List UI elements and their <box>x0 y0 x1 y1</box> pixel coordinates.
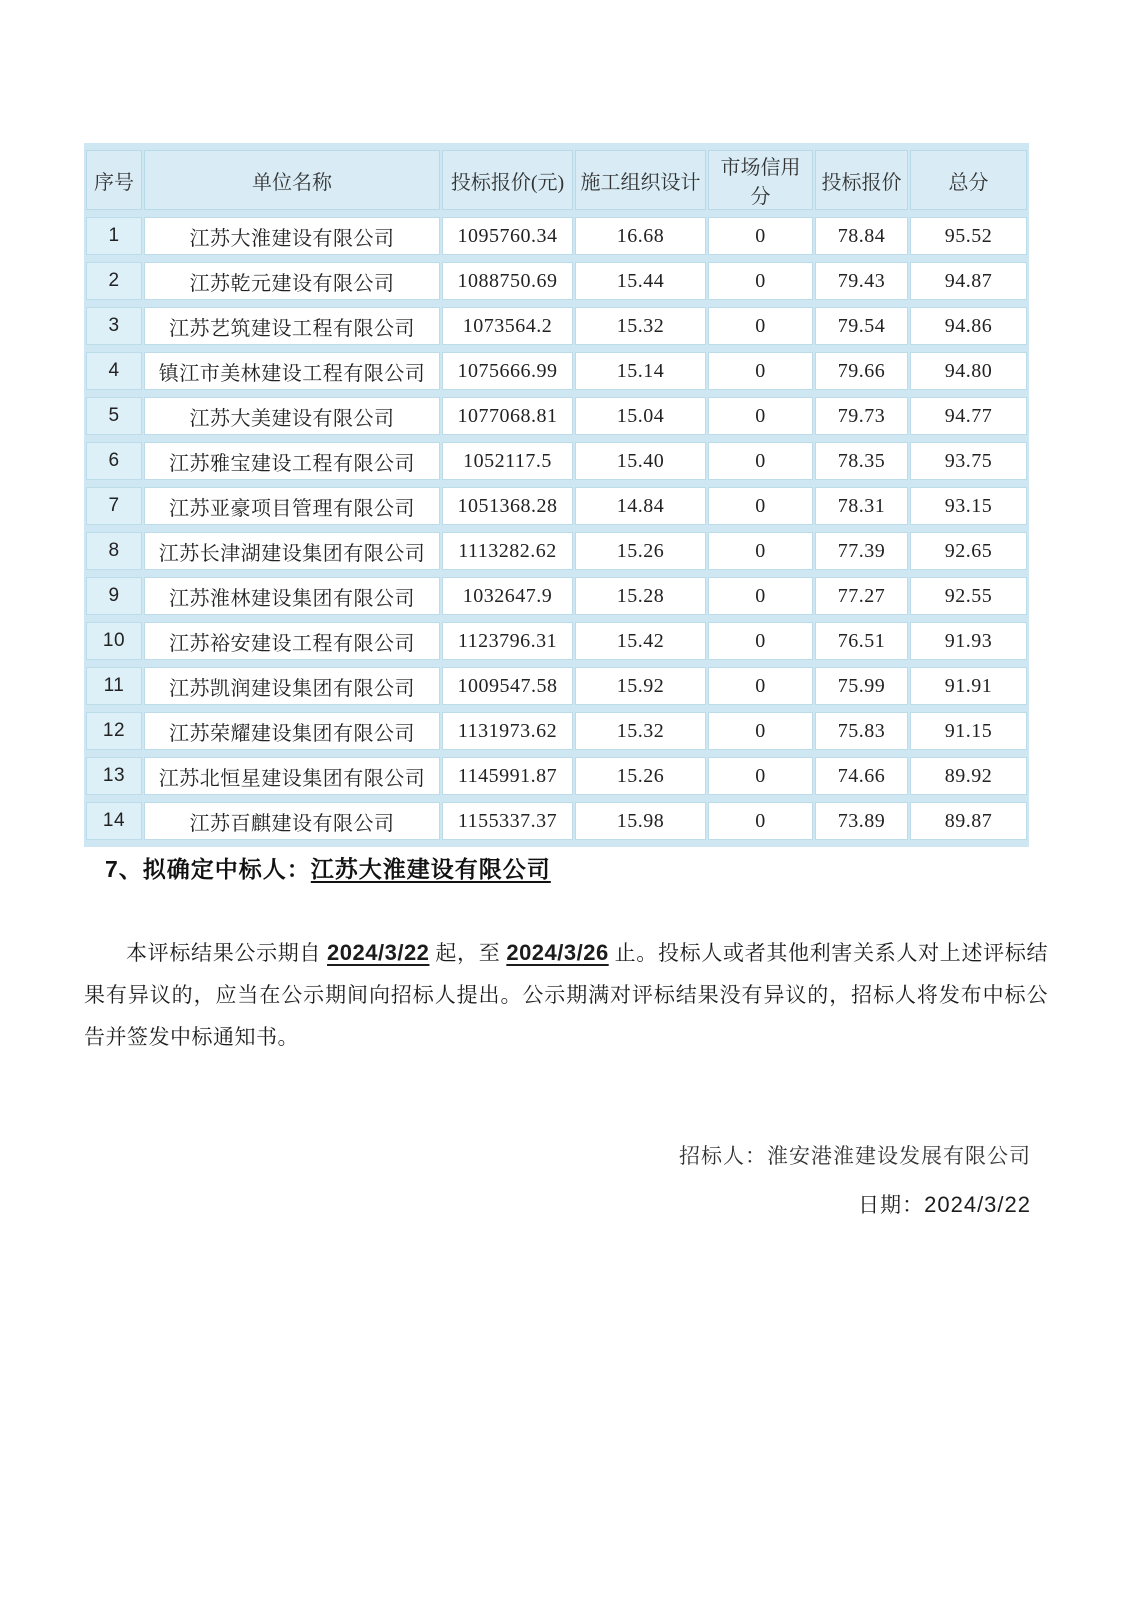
column-header-bid-price-score: 投标报价 <box>815 150 908 210</box>
cell-total-score: 92.55 <box>910 577 1027 615</box>
cell-bid-price-score: 77.27 <box>815 577 908 615</box>
table-row <box>86 217 1027 255</box>
cell-construction-design-score: 15.44 <box>575 262 706 300</box>
cell-market-credit-score: 0 <box>708 352 813 390</box>
cell-company: 江苏北恒星建设集团有限公司 <box>144 757 440 795</box>
cell-bid-price-score: 79.66 <box>815 352 908 390</box>
cell-bid-price-score: 77.39 <box>815 532 908 570</box>
cell-market-credit-score: 0 <box>708 397 813 435</box>
date-label: 日期： <box>858 1193 925 1217</box>
cell-bid-price-score: 75.99 <box>815 667 908 705</box>
cell-company: 江苏艺筑建设工程有限公司 <box>144 307 440 345</box>
table-header-row <box>86 150 1027 210</box>
table-row <box>86 667 1027 705</box>
cell-company: 江苏大美建设有限公司 <box>144 397 440 435</box>
cell-total-score: 94.77 <box>910 397 1027 435</box>
cell-total-score: 89.92 <box>910 757 1027 795</box>
table-row <box>86 487 1027 525</box>
cell-construction-design-score: 15.92 <box>575 667 706 705</box>
cell-construction-design-score: 15.32 <box>575 712 706 750</box>
cell-construction-design-score: 15.40 <box>575 442 706 480</box>
table-row <box>86 577 1027 615</box>
cell-market-credit-score: 0 <box>708 442 813 480</box>
cell-bid-price: 1123796.31 <box>442 622 573 660</box>
cell-bid-price: 1145991.87 <box>442 757 573 795</box>
tenderer-name: 淮安港淮建设发展有限公司 <box>767 1144 1031 1168</box>
cell-total-score: 94.80 <box>910 352 1027 390</box>
results-table-body <box>86 217 1027 840</box>
cell-bid-price: 1088750.69 <box>442 262 573 300</box>
cell-bid-price: 1073564.2 <box>442 307 573 345</box>
cell-total-score: 94.86 <box>910 307 1027 345</box>
cell-company: 镇江市美林建设工程有限公司 <box>144 352 440 390</box>
cell-company: 江苏百麒建设有限公司 <box>144 802 440 840</box>
notice-text: 本评标结果公示期自 <box>126 941 328 965</box>
cell-index: 3 <box>86 307 142 345</box>
cell-construction-design-score: 15.26 <box>575 757 706 795</box>
table-row <box>86 622 1027 660</box>
cell-index: 6 <box>86 442 142 480</box>
cell-bid-price: 1077068.81 <box>442 397 573 435</box>
cell-market-credit-score: 0 <box>708 307 813 345</box>
cell-company: 江苏凯润建设集团有限公司 <box>144 667 440 705</box>
cell-index: 14 <box>86 802 142 840</box>
cell-company: 江苏乾元建设有限公司 <box>144 262 440 300</box>
cell-index: 2 <box>86 262 142 300</box>
cell-index: 4 <box>86 352 142 390</box>
cell-construction-design-score: 14.84 <box>575 487 706 525</box>
cell-total-score: 95.52 <box>910 217 1027 255</box>
cell-bid-price-score: 75.83 <box>815 712 908 750</box>
cell-bid-price: 1032647.9 <box>442 577 573 615</box>
cell-bid-price: 1051368.28 <box>442 487 573 525</box>
cell-market-credit-score: 0 <box>708 217 813 255</box>
cell-bid-price: 1095760.34 <box>442 217 573 255</box>
date-value: 2024/3/22 <box>924 1192 1031 1217</box>
table-row <box>86 532 1027 570</box>
table-row <box>86 712 1027 750</box>
cell-index: 8 <box>86 532 142 570</box>
cell-company: 江苏长津湖建设集团有限公司 <box>144 532 440 570</box>
cell-total-score: 91.15 <box>910 712 1027 750</box>
cell-index: 11 <box>86 667 142 705</box>
cell-index: 12 <box>86 712 142 750</box>
cell-market-credit-score: 0 <box>708 802 813 840</box>
cell-construction-design-score: 15.42 <box>575 622 706 660</box>
cell-market-credit-score: 0 <box>708 757 813 795</box>
notice-date-emphasis: 2024/3/22 <box>327 940 430 965</box>
cell-construction-design-score: 15.98 <box>575 802 706 840</box>
cell-bid-price-score: 79.43 <box>815 262 908 300</box>
cell-index: 10 <box>86 622 142 660</box>
cell-market-credit-score: 0 <box>708 712 813 750</box>
cell-bid-price: 1131973.62 <box>442 712 573 750</box>
cell-total-score: 92.65 <box>910 532 1027 570</box>
cell-bid-price-score: 76.51 <box>815 622 908 660</box>
cell-company: 江苏雅宝建设工程有限公司 <box>144 442 440 480</box>
cell-market-credit-score: 0 <box>708 577 813 615</box>
cell-index: 9 <box>86 577 142 615</box>
cell-bid-price-score: 79.73 <box>815 397 908 435</box>
cell-total-score: 93.15 <box>910 487 1027 525</box>
cell-bid-price-score: 79.54 <box>815 307 908 345</box>
cell-bid-price: 1155337.37 <box>442 802 573 840</box>
cell-bid-price-score: 73.89 <box>815 802 908 840</box>
column-header-construction-design: 施工组织设计 <box>575 150 706 210</box>
column-header-bid-price: 投标报价(元) <box>442 150 573 210</box>
column-header-index: 序号 <box>86 150 142 210</box>
notice-date-emphasis: 2024/3/26 <box>506 940 609 965</box>
table-row <box>86 802 1027 840</box>
cell-bid-price-score: 78.84 <box>815 217 908 255</box>
cell-total-score: 91.93 <box>910 622 1027 660</box>
cell-bid-price-score: 74.66 <box>815 757 908 795</box>
cell-bid-price: 1113282.62 <box>442 532 573 570</box>
winner-announcement <box>105 851 551 884</box>
cell-market-credit-score: 0 <box>708 532 813 570</box>
cell-construction-design-score: 15.32 <box>575 307 706 345</box>
cell-construction-design-score: 16.68 <box>575 217 706 255</box>
cell-bid-price-score: 78.31 <box>815 487 908 525</box>
cell-company: 江苏大淮建设有限公司 <box>144 217 440 255</box>
notice-paragraph <box>84 932 1048 1058</box>
cell-total-score: 89.87 <box>910 802 1027 840</box>
cell-company: 江苏亚豪项目管理有限公司 <box>144 487 440 525</box>
cell-bid-price-score: 78.35 <box>815 442 908 480</box>
cell-company: 江苏淮林建设集团有限公司 <box>144 577 440 615</box>
cell-total-score: 93.75 <box>910 442 1027 480</box>
cell-market-credit-score: 0 <box>708 262 813 300</box>
table-row <box>86 397 1027 435</box>
cell-index: 1 <box>86 217 142 255</box>
cell-market-credit-score: 0 <box>708 622 813 660</box>
winner-company-name: 江苏大淮建设有限公司 <box>310 856 551 882</box>
table-row <box>86 757 1027 795</box>
column-header-company: 单位名称 <box>144 150 440 210</box>
bid-evaluation-table <box>84 143 1029 847</box>
cell-bid-price: 1075666.99 <box>442 352 573 390</box>
date-signature-line <box>858 1189 1031 1219</box>
cell-construction-design-score: 15.04 <box>575 397 706 435</box>
cell-total-score: 91.91 <box>910 667 1027 705</box>
notice-text: 止。投标人或者其他利害关系人对上述评标结果有异议的，应当在公示期间向招标人提出。公示期满对评标结果没有异议的，招标人将发布中标公告并签发中标通知书。 <box>84 941 1049 1049</box>
table-row <box>86 262 1027 300</box>
table-row <box>86 307 1027 345</box>
cell-bid-price: 1052117.5 <box>442 442 573 480</box>
table-row <box>86 352 1027 390</box>
winner-label: 7、拟确定中标人： <box>105 856 311 882</box>
cell-index: 13 <box>86 757 142 795</box>
cell-construction-design-score: 15.26 <box>575 532 706 570</box>
tenderer-label: 招标人： <box>679 1144 767 1168</box>
cell-company: 江苏裕安建设工程有限公司 <box>144 622 440 660</box>
cell-bid-price: 1009547.58 <box>442 667 573 705</box>
cell-construction-design-score: 15.14 <box>575 352 706 390</box>
tenderer-signature-line <box>679 1140 1031 1170</box>
cell-company: 江苏荣耀建设集团有限公司 <box>144 712 440 750</box>
column-header-market-credit: 市场信用分 <box>708 150 813 210</box>
cell-construction-design-score: 15.28 <box>575 577 706 615</box>
cell-market-credit-score: 0 <box>708 487 813 525</box>
notice-text: 起，至 <box>429 941 507 965</box>
cell-market-credit-score: 0 <box>708 667 813 705</box>
cell-index: 5 <box>86 397 142 435</box>
table-row <box>86 442 1027 480</box>
cell-index: 7 <box>86 487 142 525</box>
cell-total-score: 94.87 <box>910 262 1027 300</box>
column-header-total-score: 总分 <box>910 150 1027 210</box>
